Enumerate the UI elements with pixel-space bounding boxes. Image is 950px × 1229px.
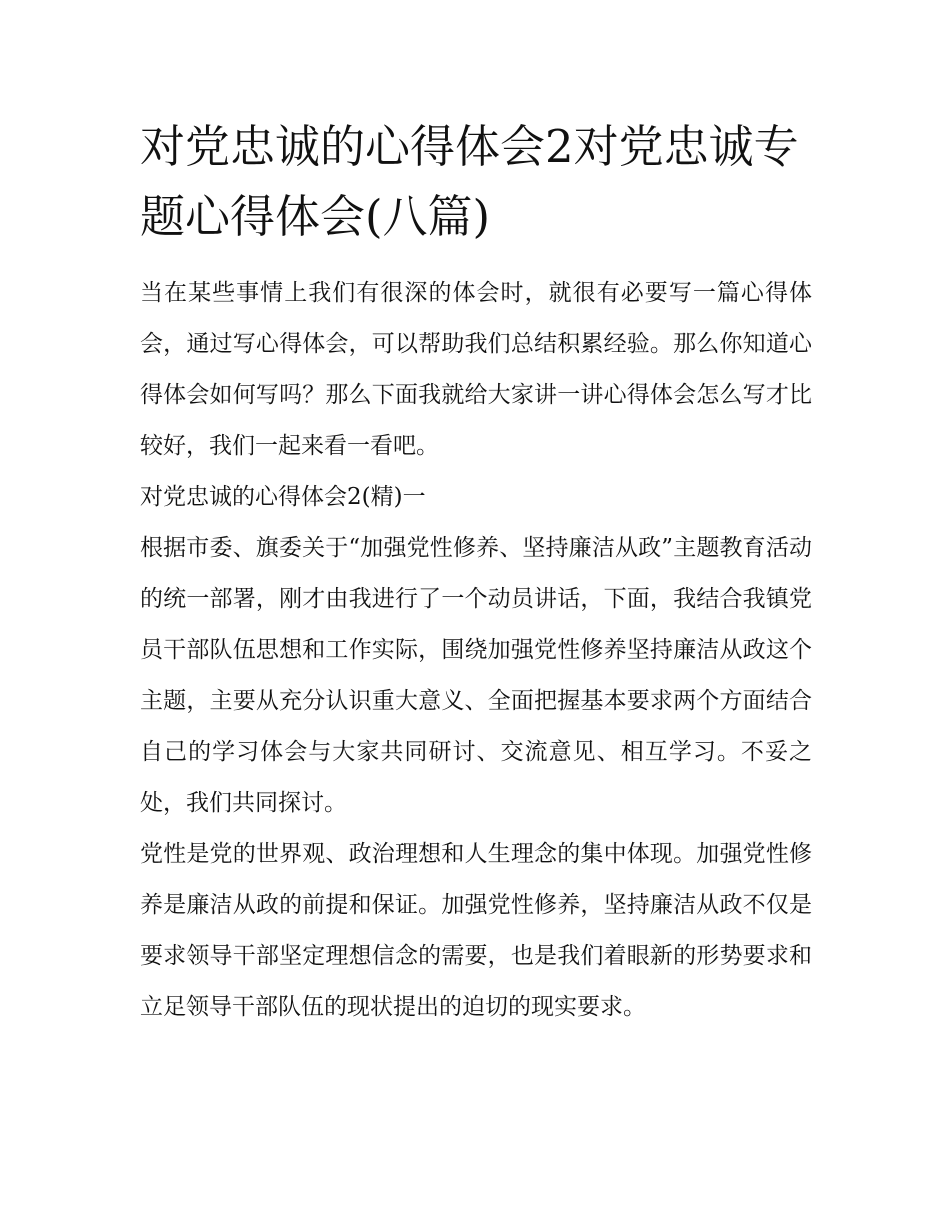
document-title: 对党忠诚的心得体会2对党忠诚专题心得体会(八篇) bbox=[140, 120, 799, 243]
paragraph-body-1: 根据市委、旗委关于“加强党性修养、坚持廉洁从政”主题教育活动的统一部署，刚才由我进行了一个动员讲话，下面，我结合我镇党员干部队伍思想和工作实际，围绕加强党性修养坚持廉洁从政这个主题，主要从充分认识重大意义、全面把握基本要求两个方面结合自己的学习体会与大家共同研讨、交流意见、相互学习。不妥之处，我们共同探讨。 bbox=[140, 535, 812, 816]
section-heading: 对党忠诚的心得体会2(精)一 bbox=[140, 484, 426, 510]
paragraph-body-2: 党性是党的世界观、政治理想和人生理念的集中体现。加强党性修养是廉洁从政的前提和保证。加强党性修养，坚持廉洁从政不仅是要求领导干部坚定理想信念的需要，也是我们着眼新的形势要求和立足领导干部队伍的现状提出的迫切的现实要求。 bbox=[140, 841, 812, 1020]
document-page bbox=[140, 112, 812, 1033]
paragraph-intro: 当在某些事情上我们有很深的体会时，就很有必要写一篇心得体会，通过写心得体会，可以帮助我们总结积累经验。那么你知道心得体会如何写吗？那么下面我就给大家讲一讲心得体会怎么写才比较好，我们一起来看一看吧。 bbox=[140, 280, 812, 459]
